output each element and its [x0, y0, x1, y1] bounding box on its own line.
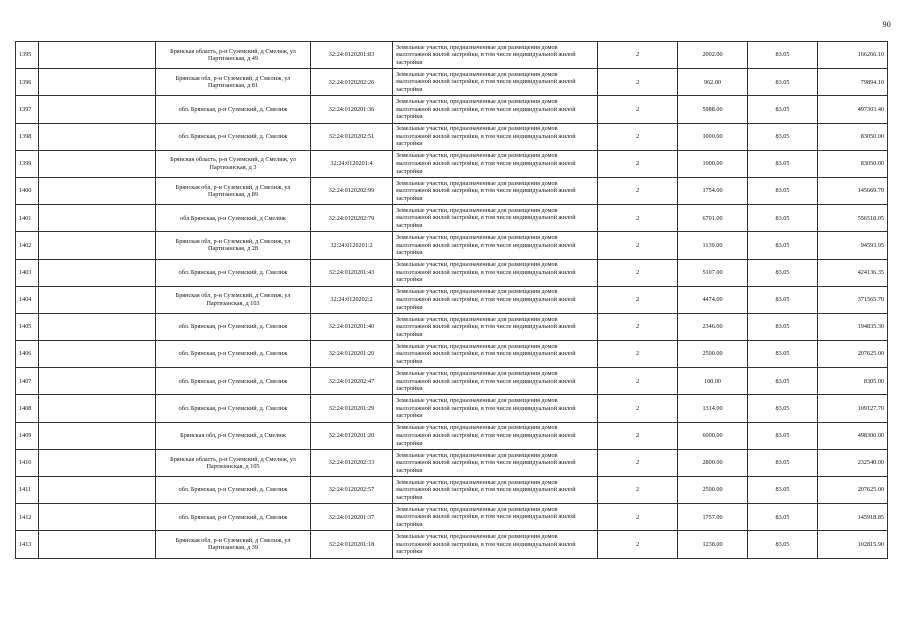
rate-cell: 83.05 [748, 96, 818, 123]
cadastral-number-cell: 32:24:0120201:43 [311, 259, 393, 286]
area-cell: 962.00 [678, 69, 748, 96]
rate-cell: 83.05 [748, 177, 818, 204]
address-cell: Брянская обл, р-н Суземский, д Смелиж, ул Партизанская, д 28 [156, 232, 311, 259]
column-spacer [39, 449, 156, 476]
column-spacer [39, 69, 156, 96]
cadastral-value-cell: 102815.90 [818, 531, 888, 558]
column-spacer [39, 531, 156, 558]
table-row [16, 259, 888, 286]
category-cell: 2 [598, 232, 678, 259]
column-spacer [39, 313, 156, 340]
row-number: 1413 [16, 531, 39, 558]
table-row [16, 177, 888, 204]
row-number: 1408 [16, 395, 39, 422]
land-use-cell: Земельные участки, предназначенные для размещения домов малоэтажной жилой застройки, в том числе индивидуальной жилой застройки [393, 150, 598, 177]
table-body [16, 42, 888, 559]
land-use-cell: Земельные участки, предназначенные для размещения домов малоэтажной жилой застройки, в том числе индивидуальной жилой застройки [393, 341, 598, 368]
address-cell: Брянская обл, р-н Суземский, д Смелиж, ул Партизанская, д 103 [156, 286, 311, 313]
land-use-cell: Земельные участки, предназначенные для размещения домов малоэтажной жилой застройки, в том числе индивидуальной жилой застройки [393, 422, 598, 449]
area-cell: 2002.00 [678, 42, 748, 69]
rate-cell: 83.05 [748, 42, 818, 69]
land-use-cell: Земельные участки, предназначенные для размещения домов малоэтажной жилой застройки, в том числе индивидуальной жилой застройки [393, 96, 598, 123]
area-cell: 1754.00 [678, 177, 748, 204]
category-cell: 2 [598, 313, 678, 340]
category-cell: 2 [598, 422, 678, 449]
land-registry-table [15, 41, 888, 559]
row-number: 1404 [16, 286, 39, 313]
address-cell: обл. Брянская, р-н Суземский, д. Смелиж [156, 395, 311, 422]
address-cell: обл Брянская, р-н Суземский, д Смелиж [156, 205, 311, 232]
cadastral-number-cell: 32:24:0120201:20 [311, 341, 393, 368]
cadastral-number-cell: 32:24:0120201:2 [311, 232, 393, 259]
column-spacer [39, 477, 156, 504]
column-spacer [39, 232, 156, 259]
category-cell: 2 [598, 286, 678, 313]
row-number: 1400 [16, 177, 39, 204]
rate-cell: 83.05 [748, 368, 818, 395]
address-cell: обл. Брянская, р-н Суземский, д. Смелиж [156, 504, 311, 531]
land-use-cell: Земельные участки, предназначенные для размещения домов малоэтажной жилой застройки, в том числе индивидуальной жилой застройки [393, 177, 598, 204]
category-cell: 2 [598, 449, 678, 476]
row-number: 1406 [16, 341, 39, 368]
column-spacer [39, 259, 156, 286]
table-row [16, 96, 888, 123]
cadastral-number-cell: 32:24:0120202:26 [311, 69, 393, 96]
cadastral-value-cell: 145918.85 [818, 504, 888, 531]
land-use-cell: Земельные участки, предназначенные для размещения домов малоэтажной жилой застройки, в том числе индивидуальной жилой застройки [393, 69, 598, 96]
cadastral-value-cell: 166266.10 [818, 42, 888, 69]
column-spacer [39, 286, 156, 313]
row-number: 1410 [16, 449, 39, 476]
cadastral-number-cell: 32:24:0120202:33 [311, 449, 393, 476]
row-number: 1401 [16, 205, 39, 232]
rate-cell: 83.05 [748, 232, 818, 259]
category-cell: 2 [598, 150, 678, 177]
rate-cell: 83.05 [748, 259, 818, 286]
cadastral-number-cell: 32:24:0120201:40 [311, 313, 393, 340]
column-spacer [39, 368, 156, 395]
row-number: 1402 [16, 232, 39, 259]
row-number: 1412 [16, 504, 39, 531]
cadastral-number-cell: 32:24:0120201:83 [311, 42, 393, 69]
category-cell: 2 [598, 259, 678, 286]
table-row [16, 205, 888, 232]
rate-cell: 83.05 [748, 531, 818, 558]
land-use-cell: Земельные участки, предназначенные для размещения домов малоэтажной жилой застройки, в том числе индивидуальной жилой застройки [393, 477, 598, 504]
column-spacer [39, 395, 156, 422]
cadastral-value-cell: 109127.70 [818, 395, 888, 422]
land-use-cell: Земельные участки, предназначенные для размещения домов малоэтажной жилой застройки, в том числе индивидуальной жилой застройки [393, 286, 598, 313]
row-number: 1395 [16, 42, 39, 69]
rate-cell: 83.05 [748, 286, 818, 313]
table-row [16, 42, 888, 69]
address-cell: обл. Брянская, р-н Суземский, д. Смелиж [156, 477, 311, 504]
row-number: 1396 [16, 69, 39, 96]
address-cell: обл. Брянская, р-н Суземский, д. Смелиж [156, 313, 311, 340]
cadastral-value-cell: 207625.00 [818, 477, 888, 504]
category-cell: 2 [598, 205, 678, 232]
row-number: 1411 [16, 477, 39, 504]
rate-cell: 83.05 [748, 123, 818, 150]
row-number: 1397 [16, 96, 39, 123]
cadastral-value-cell: 8305.00 [818, 368, 888, 395]
category-cell: 2 [598, 504, 678, 531]
cadastral-number-cell: 32:24:0120201:29 [311, 395, 393, 422]
rate-cell: 83.05 [748, 341, 818, 368]
table-row [16, 422, 888, 449]
area-cell: 1757.00 [678, 504, 748, 531]
page-number: 90 [882, 20, 891, 29]
address-cell: Брянская область, р-н Суземский, д Смелиж, ул Партизанская, д 3 [156, 150, 311, 177]
cadastral-number-cell: 32:24:0120202:99 [311, 177, 393, 204]
row-number: 1403 [16, 259, 39, 286]
column-spacer [39, 504, 156, 531]
land-use-cell: Земельные участки, предназначенные для размещения домов малоэтажной жилой застройки, в том числе индивидуальной жилой застройки [393, 368, 598, 395]
address-cell: Брянская обл, р-н Суземский, д Смелиж, ул Партизанская, д 81 [156, 69, 311, 96]
rate-cell: 83.05 [748, 69, 818, 96]
land-use-cell: Земельные участки, предназначенные для размещения домов малоэтажной жилой застройки, в том числе индивидуальной жилой застройки [393, 313, 598, 340]
address-cell: Брянская обл, р-н Суземский, д Смелиж, ул Партизанская, д 89 [156, 177, 311, 204]
table-row [16, 313, 888, 340]
cadastral-value-cell: 83050.00 [818, 123, 888, 150]
table-row [16, 477, 888, 504]
category-cell: 2 [598, 123, 678, 150]
category-cell: 2 [598, 477, 678, 504]
rate-cell: 83.05 [748, 313, 818, 340]
row-number: 1399 [16, 150, 39, 177]
row-number: 1398 [16, 123, 39, 150]
rate-cell: 83.05 [748, 504, 818, 531]
table-row [16, 368, 888, 395]
table-row [16, 232, 888, 259]
cadastral-value-cell: 207625.00 [818, 341, 888, 368]
table-row [16, 123, 888, 150]
table-row [16, 504, 888, 531]
category-cell: 2 [598, 341, 678, 368]
cadastral-value-cell: 145669.70 [818, 177, 888, 204]
category-cell: 2 [598, 177, 678, 204]
cadastral-value-cell: 556518.05 [818, 205, 888, 232]
address-cell: Брянская обл, р-н Суземский, д Смелиж [156, 422, 311, 449]
area-cell: 1314.00 [678, 395, 748, 422]
address-cell: обл. Брянская, р-н Суземский, д. Смелиж [156, 368, 311, 395]
rate-cell: 83.05 [748, 449, 818, 476]
area-cell: 6000.00 [678, 422, 748, 449]
land-use-cell: Земельные участки, предназначенные для размещения домов малоэтажной жилой застройки, в том числе индивидуальной жилой застройки [393, 123, 598, 150]
cadastral-value-cell: 497303.40 [818, 96, 888, 123]
area-cell: 2500.00 [678, 477, 748, 504]
column-spacer [39, 341, 156, 368]
cadastral-value-cell: 371565.70 [818, 286, 888, 313]
cadastral-value-cell: 232540.00 [818, 449, 888, 476]
area-cell: 5107.00 [678, 259, 748, 286]
table-row [16, 395, 888, 422]
land-use-cell: Земельные участки, предназначенные для размещения домов малоэтажной жилой застройки, в том числе индивидуальной жилой застройки [393, 449, 598, 476]
category-cell: 2 [598, 395, 678, 422]
area-cell: 4474.00 [678, 286, 748, 313]
table-row [16, 341, 888, 368]
address-cell: Брянская обл, р-н Суземский, д Смелиж, ул Партизанская, д 39 [156, 531, 311, 558]
address-cell: обл. Брянская, р-н Суземский, д. Смелиж [156, 259, 311, 286]
column-spacer [39, 42, 156, 69]
table-row [16, 150, 888, 177]
area-cell: 1000.00 [678, 150, 748, 177]
column-spacer [39, 123, 156, 150]
cadastral-number-cell: 32:24:0120202:47 [311, 368, 393, 395]
area-cell: 1238.00 [678, 531, 748, 558]
land-use-cell: Земельные участки, предназначенные для размещения домов малоэтажной жилой застройки, в том числе индивидуальной жилой застройки [393, 205, 598, 232]
area-cell: 2500.00 [678, 341, 748, 368]
category-cell: 2 [598, 42, 678, 69]
column-spacer [39, 422, 156, 449]
area-cell: 5988.00 [678, 96, 748, 123]
cadastral-number-cell: 32:24:0120201:18 [311, 531, 393, 558]
column-spacer [39, 177, 156, 204]
column-spacer [39, 150, 156, 177]
column-spacer [39, 96, 156, 123]
land-use-cell: Земельные участки, предназначенные для размещения домов малоэтажной жилой застройки, в том числе индивидуальной жилой застройки [393, 504, 598, 531]
cadastral-value-cell: 79894.10 [818, 69, 888, 96]
row-number: 1409 [16, 422, 39, 449]
category-cell: 2 [598, 368, 678, 395]
area-cell: 100.00 [678, 368, 748, 395]
table-row [16, 69, 888, 96]
rate-cell: 83.05 [748, 205, 818, 232]
row-number: 1407 [16, 368, 39, 395]
cadastral-value-cell: 424136.35 [818, 259, 888, 286]
address-cell: обл. Брянская, р-н Суземский, д. Смелиж [156, 123, 311, 150]
area-cell: 2800.00 [678, 449, 748, 476]
cadastral-number-cell: 32:24:0120201:37 [311, 504, 393, 531]
area-cell: 1000.00 [678, 123, 748, 150]
address-cell: обл. Брянская, р-н Суземский, д. Смелиж [156, 341, 311, 368]
cadastral-value-cell: 83050.00 [818, 150, 888, 177]
address-cell: Брянская область, р-н Суземский, д Смелиж, ул Партизанская, д 105 [156, 449, 311, 476]
category-cell: 2 [598, 96, 678, 123]
table-row [16, 449, 888, 476]
rate-cell: 83.05 [748, 422, 818, 449]
cadastral-number-cell: 32:24:0120202:51 [311, 123, 393, 150]
rate-cell: 83.05 [748, 150, 818, 177]
rate-cell: 83.05 [748, 477, 818, 504]
area-cell: 2346.00 [678, 313, 748, 340]
cadastral-number-cell: 32:24:0120201:36 [311, 96, 393, 123]
cadastral-value-cell: 498300.00 [818, 422, 888, 449]
address-cell: Брянская область, р-н Суземский, д Смелиж, ул Партизанская, д 49 [156, 42, 311, 69]
table-row [16, 286, 888, 313]
land-use-cell: Земельные участки, предназначенные для размещения домов малоэтажной жилой застройки, в том числе индивидуальной жилой застройки [393, 232, 598, 259]
column-spacer [39, 205, 156, 232]
area-cell: 1139.00 [678, 232, 748, 259]
land-use-cell: Земельные участки, предназначенные для размещения домов малоэтажной жилой застройки, в том числе индивидуальной жилой застройки [393, 42, 598, 69]
land-use-cell: Земельные участки, предназначенные для размещения домов малоэтажной жилой застройки, в том числе индивидуальной жилой застройки [393, 531, 598, 558]
category-cell: 2 [598, 69, 678, 96]
cadastral-value-cell: 94593.95 [818, 232, 888, 259]
category-cell: 2 [598, 531, 678, 558]
cadastral-number-cell: 32:24:0120202:79 [311, 205, 393, 232]
cadastral-number-cell: 32:24:0120202:57 [311, 477, 393, 504]
cadastral-number-cell: 32:24:0120201:20 [311, 422, 393, 449]
cadastral-number-cell: 32:24:0120202:2 [311, 286, 393, 313]
land-use-cell: Земельные участки, предназначенные для размещения домов малоэтажной жилой застройки, в том числе индивидуальной жилой застройки [393, 259, 598, 286]
row-number: 1405 [16, 313, 39, 340]
cadastral-number-cell: 32:24:0120201:4 [311, 150, 393, 177]
land-use-cell: Земельные участки, предназначенные для размещения домов малоэтажной жилой застройки, в том числе индивидуальной жилой застройки [393, 395, 598, 422]
address-cell: обл. Брянская, р-н Суземский, д. Смелиж [156, 96, 311, 123]
table-row [16, 531, 888, 558]
area-cell: 6701.00 [678, 205, 748, 232]
cadastral-value-cell: 194835.30 [818, 313, 888, 340]
rate-cell: 83.05 [748, 395, 818, 422]
